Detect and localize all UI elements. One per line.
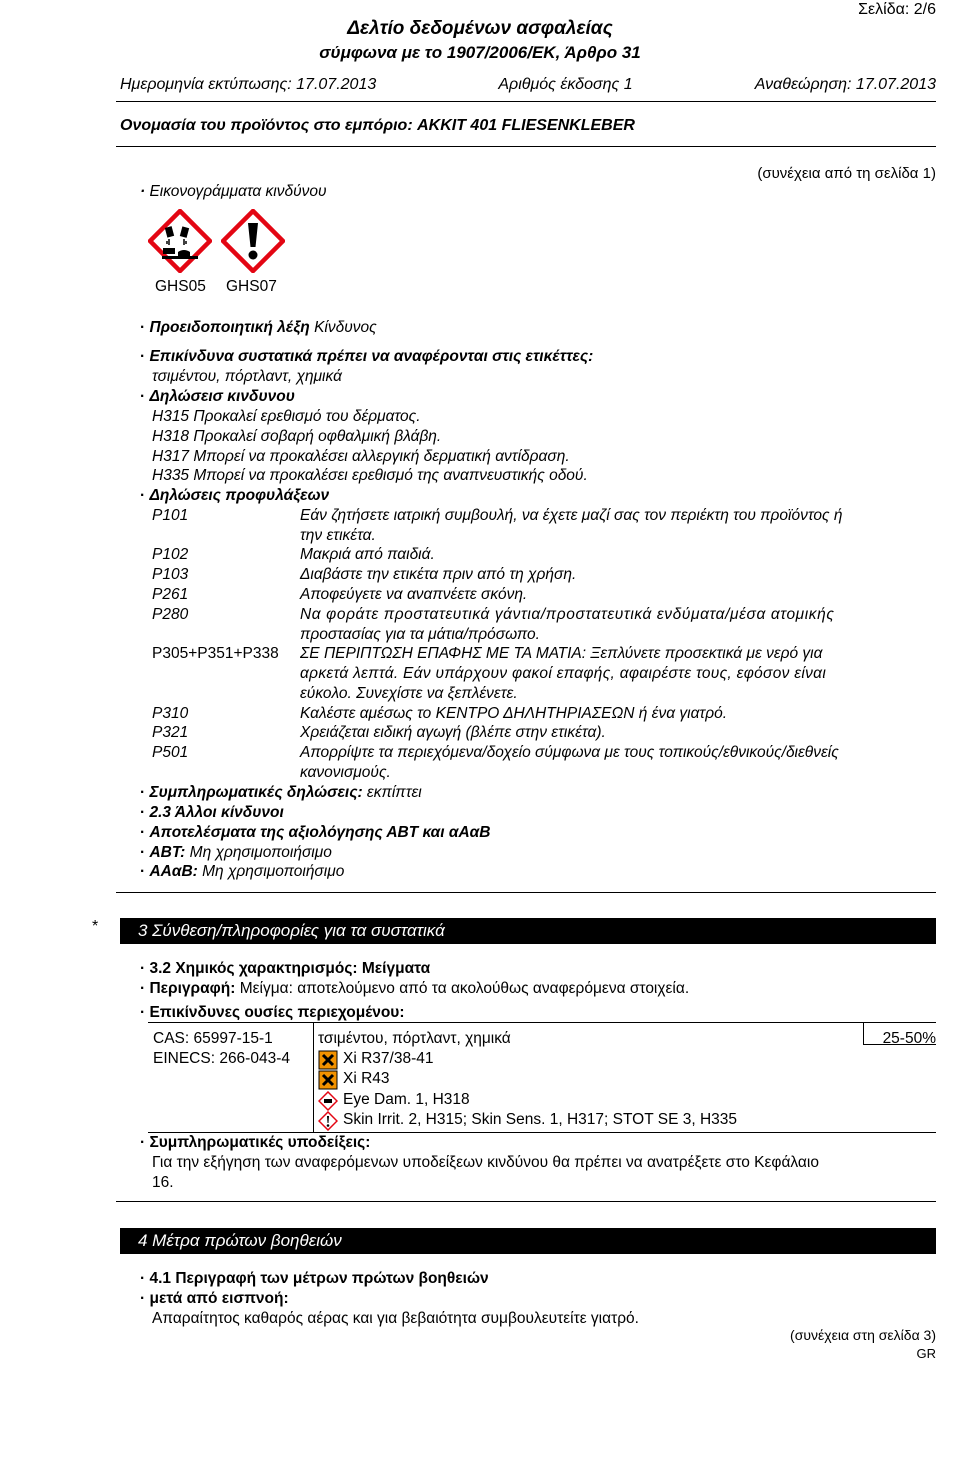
language-code: GR [916,1346,936,1361]
percentage: 25-50% [864,1023,936,1045]
notes-text: Για την εξήγηση των αναφερόμενων υποδείξεων κινδύνου θα πρέπει να ανατρέξετε στο Κεφάλαιο [152,1154,819,1171]
other-hazards-heading: · 2.3 Άλλοι κίνδυνοι [140,803,936,823]
product-name: Ονομασία του προϊόντος στο εμπόριο: AKKIT 401 FLIESENKLEBER [120,117,635,134]
hazard-statement: H318 Προκαλεί σοβαρή οφθαλμική βλάβη. [152,428,442,445]
meta-row [120,75,936,95]
hazard-statement: H317 Μπορεί να προκαλέσει αλλεργική δερματική αντίδραση. [152,448,570,465]
supplementary-statements: · Συμπληρωματικές δηλώσεις: εκπίπτει [140,783,936,803]
hazard-statement: H315 Προκαλεί ερεθισμό του δέρματος. [152,408,421,425]
notes-text-cont: 16. [152,1174,174,1191]
components-table [148,1022,936,1133]
classification: Skin Irrit. 2, H315; Skin Sens. 1, H317; STOT SE 3, H335 [343,1111,738,1128]
document-title: Δελτίο δεδομένων ασφαλείας [347,18,613,39]
pictograms-heading: · Εικονογράμματα κινδύνου [140,182,936,202]
signal-word: · Προειδοποιητική λέξη Κίνδυνος [140,318,936,338]
inhalation-text: Απαραίτητος καθαρός αέρας και για βεβαιότητα συμβουλευτείτε γιατρό. [152,1310,639,1327]
document-subtitle: σύμφωνα με το 1907/2006/ΕΚ, Άρθρο 31 [319,43,641,62]
hazardous-components-value: τσιμέντου, πόρτλαντ, χημικά [152,368,342,385]
hazard-statements-label: · Δηλώσεισ κινδυνου [140,387,936,407]
xi-irritant-icon [318,1050,338,1070]
exclamation-small-icon [318,1111,338,1131]
inhalation-label: · μετά από εισπνοή: [140,1289,936,1309]
section-4-header: 4 Μέτρα πρώτων βοηθειών [120,1228,936,1254]
cas-number: CAS: 65997-15-1 [153,1030,273,1047]
print-date: Ημερομηνία εκτύπωσης: 17.07.2013 [120,76,377,93]
classification: Xi R43 [343,1070,390,1087]
ghs05-corrosion-icon [148,209,212,273]
continued-from: (συνέχεια από τη σελίδα 1) [757,165,936,182]
classification: Eye Dam. 1, H318 [343,1091,470,1108]
ghs07-label: GHS07 [226,278,277,295]
revision-date: Αναθεώρηση: 17.07.2013 [754,76,936,93]
ghs07-exclamation-icon [221,209,285,273]
pbt-results-heading: · Αποτελέσματα της αξιολόγησης ΑΒΤ και αΑαΒ [140,823,936,843]
table-divider [313,1023,314,1132]
classification: Xi R37/38-41 [343,1050,434,1067]
product-divider [116,146,936,147]
corrosion-small-icon [318,1091,338,1111]
version-number: Αριθμός έκδοσης 1 [498,76,633,93]
chemical-characterization: · 3.2 Χημικός χαρακτηρισμός: Μείγματα [140,959,936,979]
hazard-statement: H335 Μπορεί να προκαλέσει ερεθισμό της αναπνευστικής οδού. [152,467,588,484]
section-divider [116,1201,936,1202]
einecs-number: EINECS: 266-043-4 [153,1050,290,1067]
xi-irritant-icon [318,1070,338,1090]
vpvb-value: · ΑΑαΒ: Μη χρησιμοποιήσιμο [140,862,936,882]
section-3-header: 3 Σύνθεση/πληροφορίες για τα συστατικά [120,918,936,944]
header-divider [116,101,936,102]
page-number: Σελίδα: 2/6 [858,1,936,18]
description: · Περιγραφή: Μείγμα: αποτελούμενο από τα ακολούθως αναφερόμενα στοιχεία. [140,979,936,999]
precautionary-label: · Δηλώσεις προφυλάξεων [140,486,936,506]
continued-on: (συνέχεια στη σελίδα 3) [790,1327,936,1343]
dangerous-components-label: · Επικίνδυνες ουσίες περιεχομένου: [140,1003,936,1023]
notes-label: · Συμπληρωματικές υποδείξεις: [140,1133,936,1153]
substance-name: τσιμέντου, πόρτλαντ, χημικά [318,1030,511,1047]
pbt-value: · ΑΒΤ: Μη χρησιμοποιήσιμο [140,843,936,863]
hazardous-components-label: · Επικίνδυνα συστατικά πρέπει να αναφέρονται στις ετικέττες: [140,347,936,367]
ghs05-label: GHS05 [155,278,206,295]
section-divider [116,892,936,893]
first-aid-description: · 4.1 Περιγραφή των μέτρων πρώτων βοηθειών [140,1269,936,1289]
revision-marker: * [92,918,99,935]
